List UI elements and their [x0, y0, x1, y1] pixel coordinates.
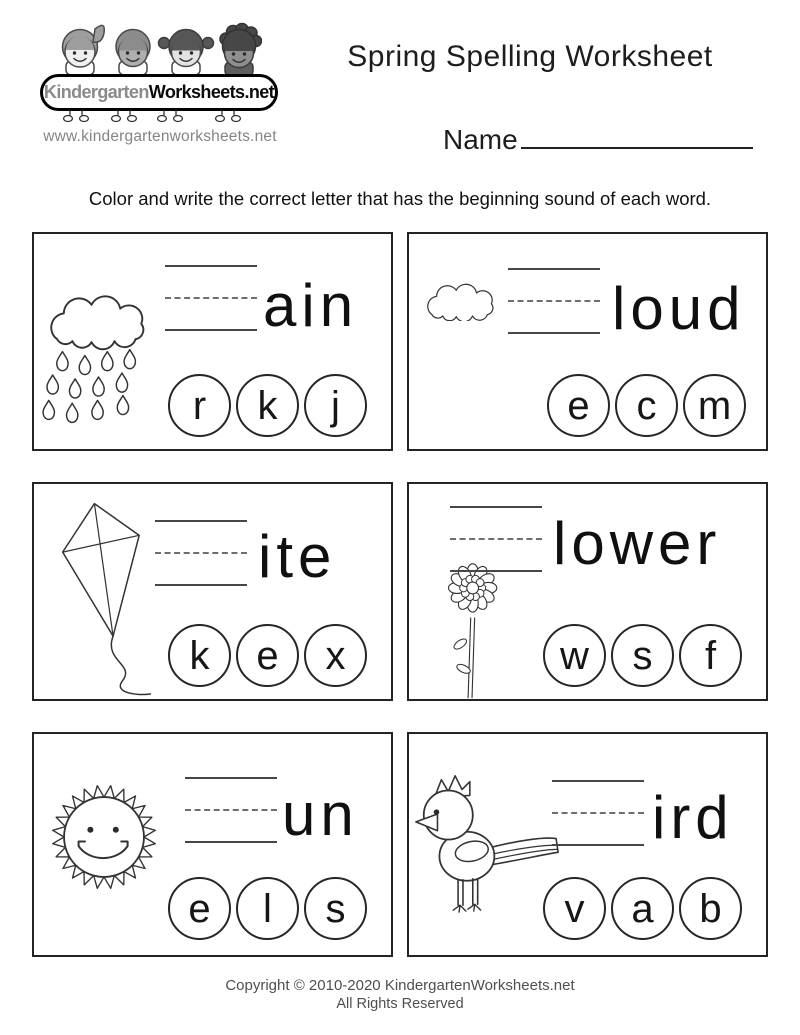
letter-choices [543, 624, 742, 687]
writing-lines [165, 265, 257, 361]
writing-line-bottom [185, 841, 277, 843]
letter-choice-v [543, 877, 606, 940]
choice-letter: a [631, 886, 654, 931]
letter-choices [168, 624, 367, 687]
choice-letter: x [325, 633, 346, 678]
choice-letter: j [331, 383, 340, 428]
letter-choice-m [683, 374, 746, 437]
letter-choices [543, 877, 742, 940]
choice-letter: m [697, 383, 732, 428]
letter-choice-e [547, 374, 610, 437]
word-ending: ite [258, 523, 337, 590]
rain-cloud-icon [39, 274, 161, 435]
logo-text-gray: Kindergarten [43, 82, 149, 102]
exercise-box-flower [407, 482, 768, 701]
exercise-image [411, 766, 563, 928]
writing-line-top [165, 265, 257, 267]
writing-line-middle [165, 297, 257, 299]
writing-lines [185, 777, 277, 873]
letter-choice-l [236, 877, 299, 940]
choice-letter: v [564, 886, 585, 931]
bird-icon [411, 766, 563, 928]
choice-letter: c [636, 383, 657, 428]
letter-choice-j [304, 374, 367, 437]
letter-choice-k [236, 374, 299, 437]
exercise-box-bird [407, 732, 768, 957]
choice-letter: e [188, 886, 211, 931]
choice-letter: w [560, 633, 589, 678]
writing-line-middle [155, 552, 247, 554]
cloud-icon [417, 274, 505, 321]
writing-line-bottom [165, 329, 257, 331]
choice-letter: f [704, 633, 717, 678]
letter-choice-r [168, 374, 231, 437]
instruction-text: Color and write the correct letter that has the beginning sound of each word. [88, 188, 712, 209]
letter-choices [168, 374, 367, 437]
writing-line-top [155, 520, 247, 522]
letter-choice-b [679, 877, 742, 940]
exercise-image [45, 778, 163, 896]
writing-line-middle [450, 538, 542, 540]
choice-letter: s [325, 886, 346, 931]
word-ending: ird [652, 784, 734, 851]
writing-line-middle [185, 809, 277, 811]
writing-line-bottom [508, 332, 600, 334]
page-title: Spring Spelling Worksheet [347, 40, 713, 73]
word-ending: lower [553, 510, 722, 577]
letter-choice-k [168, 624, 231, 687]
exercise-box-sun [32, 732, 393, 957]
writing-line-middle [552, 812, 644, 814]
letter-choice-s [611, 624, 674, 687]
writing-lines [450, 506, 542, 602]
footer [0, 977, 800, 1012]
exercise-image [39, 274, 161, 435]
word-ending: ain [263, 272, 359, 339]
writing-lines [508, 268, 600, 364]
choice-letter: e [256, 633, 279, 678]
exercise-box-rain-cloud [32, 232, 393, 451]
letter-choices [547, 374, 746, 437]
exercise-box-kite [32, 482, 393, 701]
word-ending: un [282, 781, 359, 848]
choice-letter: r [192, 383, 207, 428]
writing-line-top [450, 506, 542, 508]
letter-choice-e [168, 877, 231, 940]
writing-line-middle [508, 300, 600, 302]
letter-choice-w [543, 624, 606, 687]
choice-letter: l [263, 886, 272, 931]
writing-line-top [185, 777, 277, 779]
choice-letter: e [567, 383, 590, 428]
choice-letter: k [257, 383, 278, 428]
name-label: Name [443, 124, 518, 155]
writing-line-top [552, 780, 644, 782]
writing-line-top [508, 268, 600, 270]
rights-text: All Rights Reserved [336, 996, 464, 1012]
exercise-image [417, 274, 505, 321]
word-ending: loud [612, 275, 746, 342]
writing-line-bottom [552, 844, 644, 846]
choice-letter: b [699, 886, 722, 931]
exercise-box-cloud [407, 232, 768, 451]
letter-choice-x [304, 624, 367, 687]
writing-line-bottom [450, 570, 542, 572]
letter-choices [168, 877, 367, 940]
letter-choice-s [304, 877, 367, 940]
choice-letter: k [189, 633, 210, 678]
logo-text-black: Worksheets.net [148, 82, 275, 102]
sun-icon [45, 778, 163, 896]
letter-choice-a [611, 877, 674, 940]
letter-choice-e [236, 624, 299, 687]
choice-letter: s [632, 633, 653, 678]
copyright-text: Copyright © 2010-2020 KindergartenWorksheets.net [225, 977, 575, 994]
writing-lines [552, 780, 644, 876]
letter-choice-c [615, 374, 678, 437]
logo-website-url: www.kindergartenworksheets.net [43, 128, 277, 145]
letter-choice-f [679, 624, 742, 687]
writing-line-bottom [155, 584, 247, 586]
writing-lines [155, 520, 247, 616]
